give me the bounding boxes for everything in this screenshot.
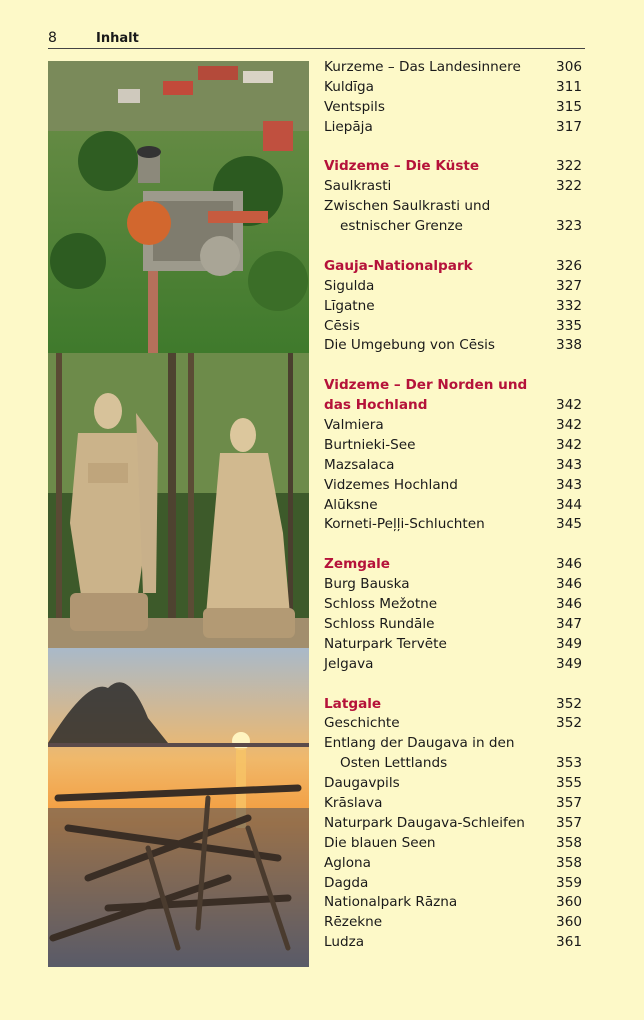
toc-page-number: 315 — [556, 98, 582, 115]
castle-aerial-photo — [48, 61, 309, 353]
toc-page-number: 347 — [556, 615, 582, 632]
toc-heading — [324, 695, 582, 715]
toc-label: Kuldīga — [324, 78, 374, 95]
toc-label: Ludza — [324, 934, 365, 951]
toc-label: das Hochland — [324, 397, 428, 414]
toc-heading — [324, 157, 582, 177]
toc-label: Rēzekne — [324, 914, 383, 931]
toc-page-number: 322 — [556, 178, 582, 195]
toc-entry — [324, 814, 582, 834]
toc-page-number: 357 — [556, 794, 582, 811]
toc-label: Geschichte — [324, 715, 400, 732]
toc-label: Dagda — [324, 874, 369, 891]
toc-label: Vidzeme – Der Norden und — [324, 377, 528, 394]
toc-label: Zemgale — [324, 556, 391, 573]
toc-page-number: 342 — [556, 397, 582, 414]
toc-entry — [324, 177, 582, 197]
toc-page-number: 346 — [556, 576, 582, 593]
toc-entry — [324, 834, 582, 854]
toc-label: Zwischen Saulkrasti und — [324, 198, 491, 215]
toc-entry — [324, 297, 582, 317]
toc-entry — [324, 635, 582, 655]
toc-entry — [324, 854, 582, 874]
toc-spacer — [324, 237, 582, 257]
toc-entry — [324, 496, 582, 516]
toc-label: Mazsalaca — [324, 456, 395, 473]
toc-page-number: 343 — [556, 456, 582, 473]
toc-label: Naturpark Tervēte — [324, 635, 447, 652]
toc-label: Saulkrasti — [324, 178, 392, 195]
toc-entry — [324, 595, 582, 615]
toc-label: Cēsis — [324, 317, 360, 334]
toc-page-number: 361 — [556, 934, 582, 951]
toc-entry — [324, 58, 582, 78]
toc-label: Korneti-Peļļi-Schluchten — [324, 516, 485, 533]
toc-entry — [324, 436, 582, 456]
toc-entry — [324, 734, 582, 754]
toc-entry — [324, 874, 582, 894]
toc-entry — [324, 317, 582, 337]
toc-entry — [324, 615, 582, 635]
toc-page-number: 326 — [556, 257, 582, 274]
page-number: 8 — [48, 30, 57, 46]
toc-label: Kurzeme – Das Landesinnere — [324, 59, 521, 75]
toc-heading — [324, 376, 582, 396]
toc-entry — [324, 714, 582, 734]
toc-page-number: 346 — [556, 596, 582, 613]
toc-entry — [324, 197, 582, 217]
toc-label: Latgale — [324, 695, 382, 712]
toc-page-number: 311 — [556, 78, 582, 95]
toc-entry — [324, 118, 582, 138]
toc-page-number: 323 — [556, 218, 582, 235]
toc-label: Daugavpils — [324, 775, 400, 792]
toc-entry — [324, 217, 582, 237]
toc-entry — [324, 913, 582, 933]
toc-page-number: 344 — [556, 496, 582, 513]
toc-page-number: 342 — [556, 417, 582, 434]
toc-entry — [324, 476, 582, 496]
toc-label: estnischer Grenze — [340, 218, 463, 235]
toc-entry — [324, 794, 582, 814]
toc-spacer — [324, 356, 582, 376]
toc-entry — [324, 98, 582, 118]
toc-spacer — [324, 138, 582, 158]
toc-page-number: 360 — [556, 914, 582, 931]
toc-entry — [324, 78, 582, 98]
toc-page-number: 355 — [556, 775, 582, 792]
toc-label: Burg Bauska — [324, 576, 410, 593]
toc-label: Krāslava — [324, 794, 383, 811]
toc-page-number: 360 — [556, 894, 582, 911]
toc-entry — [324, 754, 582, 774]
toc-entry — [324, 893, 582, 913]
toc-label: Gauja-Nationalpark — [324, 257, 473, 274]
toc-label: Die blauen Seen — [324, 834, 436, 851]
toc-page-number: 345 — [556, 516, 582, 533]
toc-label: Schloss Mežotne — [324, 596, 438, 613]
toc-label: Schloss Rundāle — [324, 615, 435, 632]
toc-page-number: 327 — [556, 277, 582, 294]
toc-page-number: 322 — [556, 158, 582, 175]
toc-spacer — [324, 675, 582, 695]
wooden-sculptures-photo — [48, 353, 309, 648]
toc-page-number: 352 — [556, 695, 582, 712]
toc-page-number: 349 — [556, 635, 582, 652]
sunset-lake-photo — [48, 648, 309, 967]
toc-label: Liepāja — [324, 118, 373, 135]
toc-page-number: 342 — [556, 436, 582, 453]
toc-entry — [324, 515, 582, 535]
toc-page-number: 349 — [556, 655, 582, 672]
toc-heading — [324, 555, 582, 575]
photo-column — [48, 61, 309, 967]
toc-entry — [324, 277, 582, 297]
toc-label: Jelgava — [324, 655, 374, 672]
toc-page-number: 335 — [556, 317, 582, 334]
toc-label: Ventspils — [324, 98, 385, 115]
toc-label: Vidzemes Hochland — [324, 476, 458, 493]
toc-page-number: 352 — [556, 715, 582, 732]
toc-page-number: 359 — [556, 874, 582, 891]
table-of-contents — [324, 58, 582, 953]
toc-heading — [324, 257, 582, 277]
toc-label: Nationalpark Rāzna — [324, 894, 458, 911]
toc-page-number: 306 — [556, 59, 582, 75]
toc-label: Naturpark Daugava-Schleifen — [324, 814, 525, 831]
toc-page-number: 332 — [556, 297, 582, 314]
toc-label: Aglona — [324, 854, 371, 871]
toc-page-number: 353 — [556, 755, 582, 772]
toc-heading — [324, 396, 582, 416]
toc-page-number: 343 — [556, 476, 582, 493]
toc-page-number: 357 — [556, 814, 582, 831]
toc-label: Osten Lettlands — [340, 755, 448, 772]
toc-label: Sigulda — [324, 277, 375, 294]
toc-entry — [324, 336, 582, 356]
toc-label: Alūksne — [324, 496, 378, 513]
toc-entry — [324, 774, 582, 794]
toc-label: Valmiera — [324, 417, 384, 434]
toc-entry — [324, 456, 582, 476]
toc-spacer — [324, 535, 582, 555]
toc-label: Entlang der Daugava in den — [324, 735, 515, 752]
toc-entry — [324, 933, 582, 953]
toc-label: Līgatne — [324, 297, 375, 314]
toc-page-number: 346 — [556, 556, 582, 573]
toc-label: Die Umgebung von Cēsis — [324, 337, 496, 354]
toc-page-number: 358 — [556, 854, 582, 871]
section-title: Inhalt — [96, 31, 139, 46]
toc-entry — [324, 575, 582, 595]
toc-page-number: 317 — [556, 118, 582, 135]
toc-entry — [324, 416, 582, 436]
toc-page-number: 338 — [556, 337, 582, 354]
toc-label: Vidzeme – Die Küste — [324, 158, 480, 175]
toc-page-number: 358 — [556, 834, 582, 851]
toc-entry — [324, 655, 582, 675]
page-header — [48, 30, 585, 49]
toc-label: Burtnieki-See — [324, 436, 416, 453]
